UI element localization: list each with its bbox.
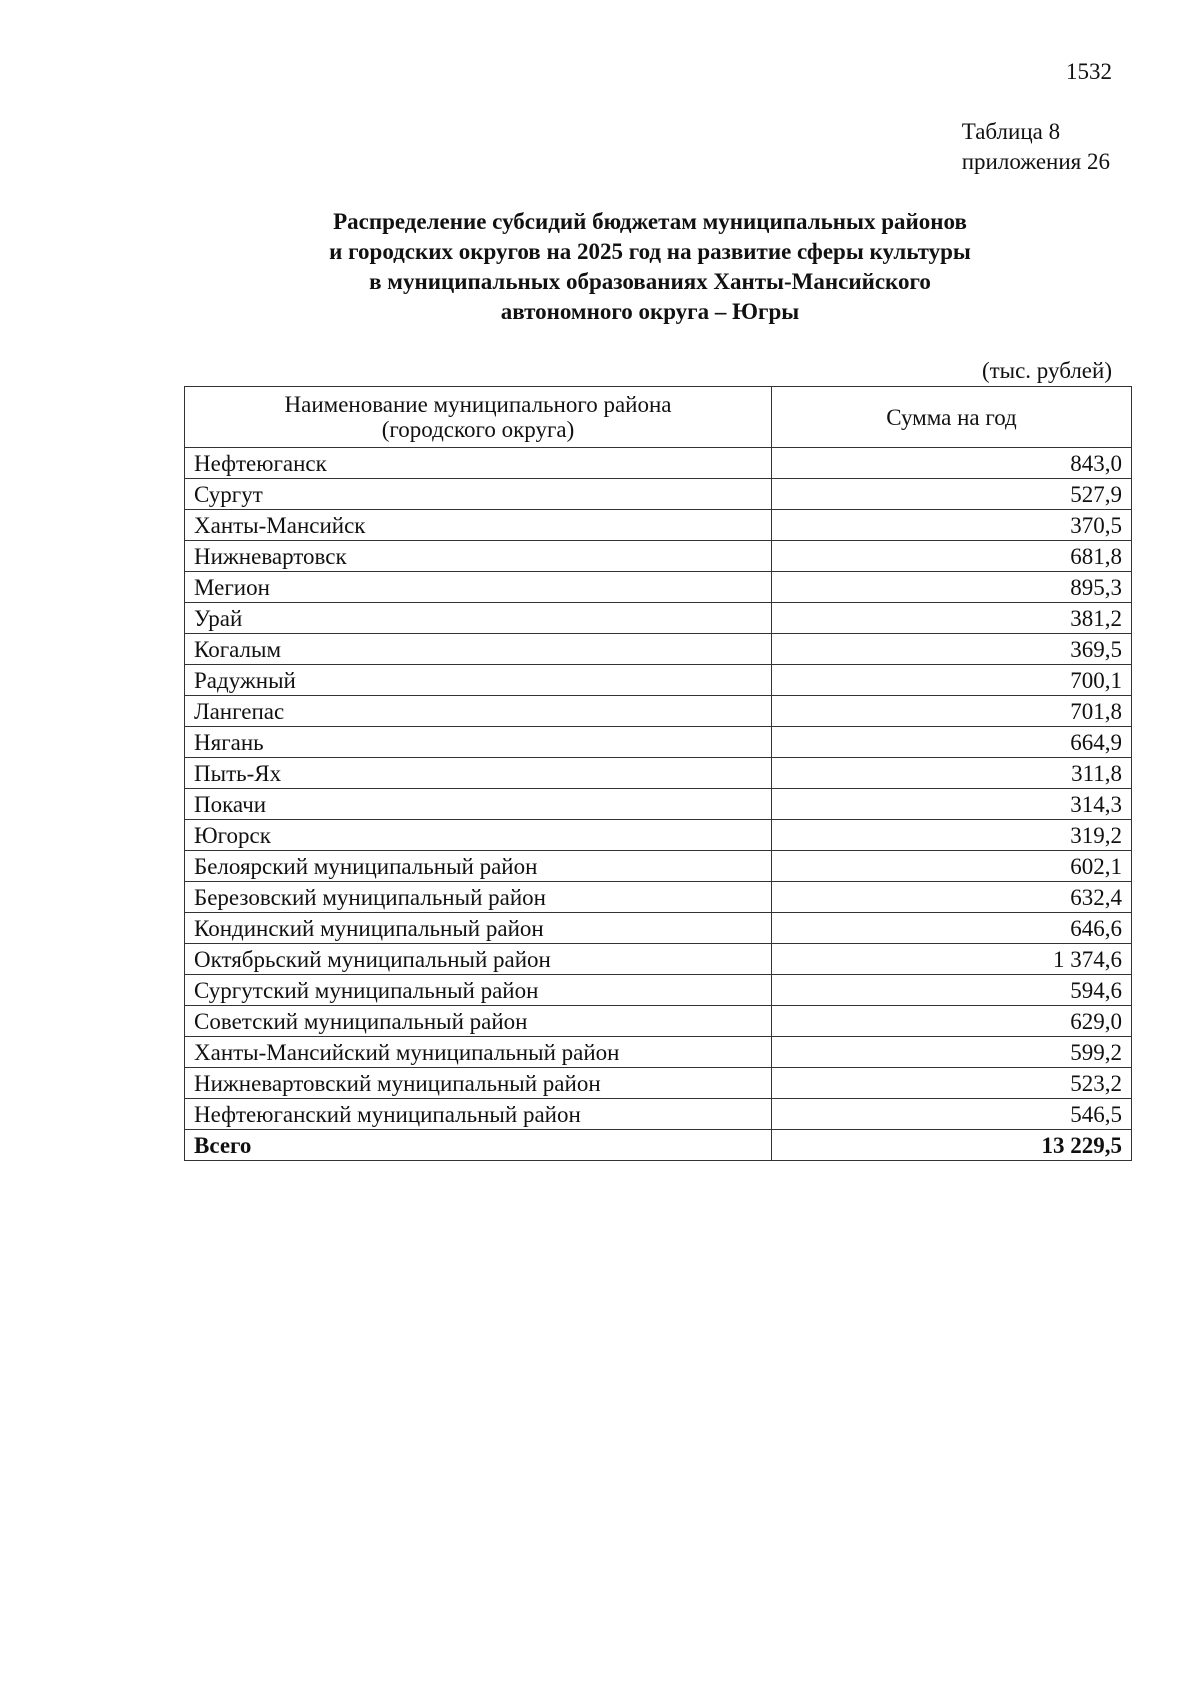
table-reference-line: приложения 26 [961, 149, 1110, 174]
title-line: Распределение субсидий бюджетам муниципальных районов [333, 209, 967, 234]
row-name: Березовский муниципальный район [185, 882, 772, 913]
table-row [185, 1037, 1132, 1068]
row-value: 632,4 [772, 882, 1132, 913]
table-row [185, 975, 1132, 1006]
row-value: 895,3 [772, 572, 1132, 603]
table-row [185, 479, 1132, 510]
row-value: 523,2 [772, 1068, 1132, 1099]
row-value: 701,8 [772, 696, 1132, 727]
row-name: Нефтеюганский муниципальный район [185, 1099, 772, 1130]
title-line: в муниципальных образованиях Ханты-Мансийского [369, 269, 931, 294]
table-row [185, 510, 1132, 541]
row-name: Пыть-Ях [185, 758, 772, 789]
table-row [185, 696, 1132, 727]
table-row [185, 913, 1132, 944]
row-name: Кондинский муниципальный район [185, 913, 772, 944]
row-name: Нефтеюганск [185, 448, 772, 479]
table-row [185, 634, 1132, 665]
column-header-name-line: Наименование муниципального района [284, 392, 672, 417]
table-row [185, 541, 1132, 572]
title-line: и городских округов на 2025 год на развитие сферы культуры [329, 239, 971, 264]
row-value: 602,1 [772, 851, 1132, 882]
column-header-name-line: (городского округа) [381, 417, 575, 442]
table-row [185, 944, 1132, 975]
row-name: Белоярский муниципальный район [185, 851, 772, 882]
row-name: Сургут [185, 479, 772, 510]
column-header-name [185, 387, 772, 448]
row-name: Нижневартовский муниципальный район [185, 1068, 772, 1099]
table-row [185, 1099, 1132, 1130]
row-value: 1 374,6 [772, 944, 1132, 975]
row-value: 599,2 [772, 1037, 1132, 1068]
units-label: (тыс. рублей) [981, 358, 1112, 383]
table-row [185, 820, 1132, 851]
table-header-row [185, 387, 1132, 448]
row-value: 319,2 [772, 820, 1132, 851]
row-name: Октябрьский муниципальный район [185, 944, 772, 975]
row-name: Лангепас [185, 696, 772, 727]
page-number: 1532 [1066, 59, 1112, 84]
table-total-row [185, 1130, 1132, 1161]
row-value: 843,0 [772, 448, 1132, 479]
row-name: Сургутский муниципальный район [185, 975, 772, 1006]
row-value: 314,3 [772, 789, 1132, 820]
document-title [200, 207, 1100, 327]
row-value: 311,8 [772, 758, 1132, 789]
table-row [185, 851, 1132, 882]
row-value: 369,5 [772, 634, 1132, 665]
table-row [185, 882, 1132, 913]
table-row [185, 448, 1132, 479]
title-line: автономного округа – Югры [500, 299, 800, 324]
row-name: Мегион [185, 572, 772, 603]
row-value: 381,2 [772, 603, 1132, 634]
row-value: 664,9 [772, 727, 1132, 758]
row-value: 629,0 [772, 1006, 1132, 1037]
table-row [185, 572, 1132, 603]
row-value: 681,8 [772, 541, 1132, 572]
row-name: Югорск [185, 820, 772, 851]
table-row [185, 603, 1132, 634]
row-value: 527,9 [772, 479, 1132, 510]
row-name: Когалым [185, 634, 772, 665]
row-value: 370,5 [772, 510, 1132, 541]
total-value: 13 229,5 [772, 1130, 1132, 1161]
row-name: Советский муниципальный район [185, 1006, 772, 1037]
row-name: Нягань [185, 727, 772, 758]
total-label: Всего [185, 1130, 772, 1161]
table-row [185, 727, 1132, 758]
row-name: Урай [185, 603, 772, 634]
table-reference-line: Таблица 8 [961, 119, 1061, 144]
table-row [185, 665, 1132, 696]
column-header-sum: Сумма на год [772, 387, 1132, 448]
row-name: Ханты-Мансийск [185, 510, 772, 541]
row-name: Радужный [185, 665, 772, 696]
table-row [185, 1006, 1132, 1037]
table-row [185, 789, 1132, 820]
row-name: Покачи [185, 789, 772, 820]
row-value: 700,1 [772, 665, 1132, 696]
subsidy-table [184, 386, 1132, 1161]
table-row [185, 1068, 1132, 1099]
table-row [185, 758, 1132, 789]
row-name: Нижневартовск [185, 541, 772, 572]
row-name: Ханты-Мансийский муниципальный район [185, 1037, 772, 1068]
row-value: 646,6 [772, 913, 1132, 944]
row-value: 546,5 [772, 1099, 1132, 1130]
row-value: 594,6 [772, 975, 1132, 1006]
table-reference [962, 117, 1110, 177]
